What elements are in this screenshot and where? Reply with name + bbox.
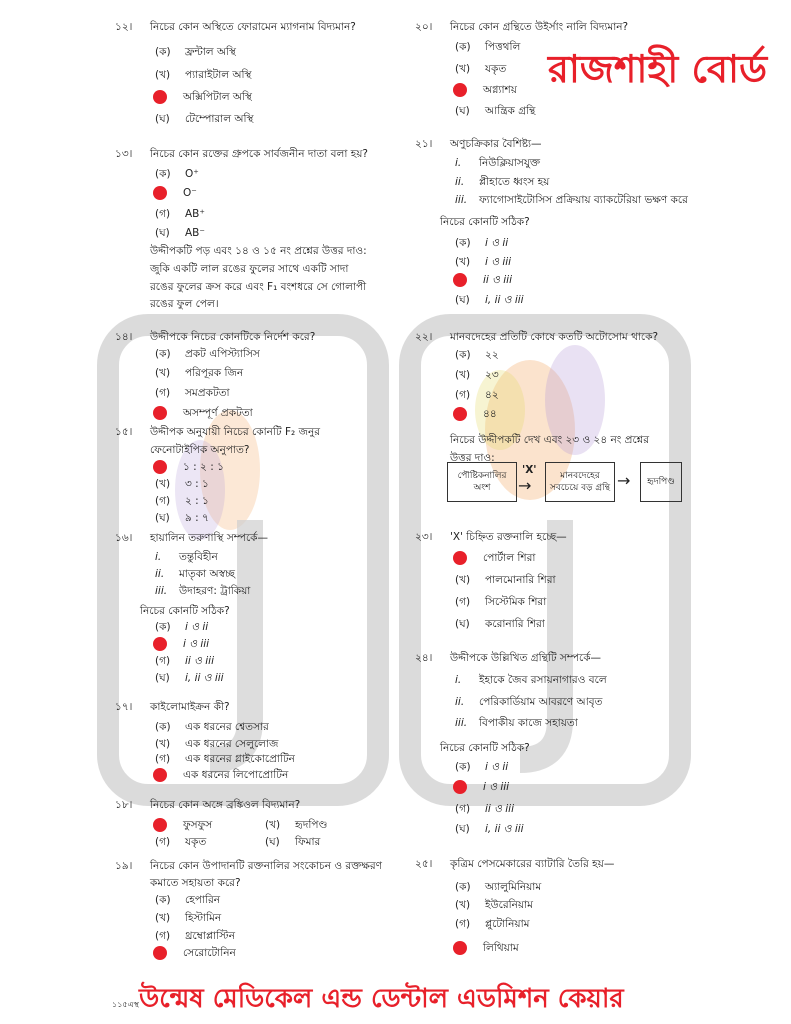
option-label: (খ) (155, 478, 171, 490)
option-text: লিথিয়াম (483, 942, 519, 954)
answer-option-correct[interactable] (155, 637, 209, 651)
answer-option[interactable] (155, 477, 209, 491)
option-label: (গ) (455, 389, 471, 401)
footer-title: উন্মেষ মেডিকেল এন্ড ডেন্টাল এডমিশন কেয়ার (138, 984, 624, 1014)
answer-option[interactable] (455, 293, 524, 307)
option-label: (ঘ) (265, 836, 280, 848)
arrow-icon: → (518, 476, 532, 495)
option-label: (ক) (155, 894, 171, 906)
question-prompt: নিচের কোনটি সঠিক? (440, 742, 530, 754)
question-number: ১৬। (115, 532, 133, 544)
answer-option[interactable] (455, 917, 530, 931)
answer-option[interactable] (155, 167, 199, 181)
statement (155, 567, 235, 581)
option-text: অ্যালুমিনিয়াম (485, 881, 542, 893)
statement-text: ফ্যাগোসাইটোসিস প্রক্রিয়ায় ব্যাকটেরিয়া ভক্ষণ করে (479, 194, 688, 206)
answer-option-correct[interactable] (155, 946, 236, 960)
option-label: (ক) (155, 168, 171, 180)
statement-numeral: i. (455, 674, 462, 686)
correct-answer-marker-icon (153, 406, 167, 420)
question-text: কমাতে সহায়তা করে? (150, 877, 241, 889)
question-text: নিচের কোন অঙ্গে ব্রঙ্কিওল বিদ্যমান? (150, 799, 301, 811)
question-text: নিচের কোন গ্রন্থিতে উইর্সাং নালি বিদ্যমান? (450, 21, 629, 33)
option-label: (ক) (455, 881, 471, 893)
question-number: ১৫। (115, 426, 133, 438)
answer-option[interactable] (455, 898, 533, 912)
option-label: (ক) (155, 721, 171, 733)
box-text: হৃদপিণ্ড (647, 477, 675, 487)
option-label: (খ) (265, 819, 281, 831)
statement-text: নিউক্লিয়াসযুক্ত (479, 157, 541, 169)
statement-numeral: i. (155, 551, 162, 563)
answer-option[interactable] (155, 494, 209, 508)
option-text: পরিপূরক জিন (185, 367, 244, 379)
statement-numeral: ii. (455, 176, 465, 188)
stimulus-text: উদ্দীপকটি পড় এবং ১৪ ও ১৫ নং প্রশ্নের উত্তর দাও: (150, 245, 367, 257)
option-text: পালমোনারি শিরা (485, 574, 556, 586)
answer-option[interactable] (455, 40, 520, 54)
option-text: ii ও iii (483, 274, 512, 286)
option-text: প্যারাইটাল অস্থি (185, 69, 252, 81)
correct-answer-marker-icon (153, 818, 167, 832)
correct-answer-marker-icon (153, 186, 167, 200)
option-text: ১ : ২ : ১ (183, 461, 224, 473)
statement-numeral: ii. (155, 568, 165, 580)
option-text: i, ii ও iii (185, 672, 224, 684)
stimulus-text: রঙের ফুল পেল। (150, 298, 219, 310)
question-text: কাইলোমাইক্রন কী? (150, 701, 230, 713)
statement-numeral: i. (455, 157, 462, 169)
option-text: সেরোটোনিন (183, 947, 236, 959)
option-text: হৃদপিণ্ড (295, 819, 328, 831)
question-number: ১২। (115, 21, 133, 33)
box-line: সবচেয়ে বড় গ্রন্থি (549, 483, 611, 493)
option-text: AB⁻ (185, 227, 205, 239)
answer-option[interactable] (155, 671, 224, 685)
answer-option-correct[interactable] (455, 83, 517, 97)
question-number: ১৩। (115, 148, 133, 160)
option-label: (খ) (455, 256, 471, 268)
statement-numeral: iii. (455, 717, 468, 729)
answer-option[interactable] (455, 880, 541, 894)
statement (155, 550, 218, 564)
option-label: (ঘ) (155, 672, 170, 684)
option-label: (গ) (155, 836, 171, 848)
correct-answer-marker-icon (153, 637, 167, 651)
option-text: ফুসফুস (183, 819, 213, 831)
option-text: প্রকট এপিস্ট্যাসিস (185, 348, 260, 360)
question-text: উদ্দীপকে উল্লিখিত গ্রন্থিটি সম্পর্কে— (450, 652, 602, 664)
answer-option-correct[interactable] (155, 186, 197, 200)
question-text: নিচের কোন উপাদানটি রক্তনালির সংকোচন ও রক্তক্ষরণ (150, 860, 383, 872)
option-text: ৪৪ (483, 408, 497, 420)
option-label: (ঘ) (155, 113, 170, 125)
option-text: যকৃত (485, 63, 507, 75)
answer-option[interactable] (155, 511, 209, 525)
statement-text: উদাহরণ: ট্রাকিয়া (179, 585, 251, 597)
statement (455, 175, 549, 189)
question-text: মানবদেহের প্রতিটি কোষে কতটি অটোসোম থাকে? (450, 331, 659, 343)
option-text: ৯ : ৭ (185, 512, 209, 524)
option-text: পিত্তথলি (485, 41, 521, 53)
answer-option-correct[interactable] (155, 90, 252, 104)
question-number: ১৯। (115, 860, 133, 872)
answer-option-correct[interactable] (455, 941, 519, 955)
option-label: (খ) (155, 912, 171, 924)
question-number: ২৩। (415, 531, 433, 543)
option-text: আন্ত্রিক গ্রন্থি (485, 105, 536, 117)
correct-answer-marker-icon (153, 946, 167, 960)
option-text: অক্সিপিটাল অস্থি (183, 91, 252, 103)
statement-numeral: ii. (455, 696, 465, 708)
statement (455, 695, 602, 709)
option-text: ii ও iii (185, 655, 214, 667)
answer-option[interactable] (455, 617, 545, 631)
statement-text: প্লীহাতে ধ্বংস হয় (479, 176, 550, 188)
answer-option[interactable] (265, 835, 320, 849)
correct-answer-marker-icon (153, 460, 167, 474)
board-title: রাজশাহী বোর্ড (548, 47, 768, 91)
option-label: (খ) (155, 367, 171, 379)
stimulus-text: উত্তর দাও: (450, 452, 495, 464)
answer-option[interactable] (455, 348, 499, 362)
stimulus-text: রঙের ফুলের ক্রস করে এবং F₁ বংশধরে সে গোলাপী (150, 281, 367, 293)
option-label: (গ) (155, 495, 171, 507)
option-text: ফিমার (295, 836, 321, 848)
box-line: অংশ (473, 483, 491, 493)
answer-option[interactable] (155, 112, 253, 126)
question-text: অণুচক্রিকার বৈশিষ্ট্য— (450, 138, 542, 150)
option-text: i ও ii (485, 237, 509, 249)
option-label: (খ) (155, 69, 171, 81)
option-label: (ক) (455, 237, 471, 249)
answer-option[interactable] (455, 595, 546, 609)
option-text: i ও iii (183, 638, 210, 650)
option-label: (ঘ) (455, 823, 470, 835)
option-text: ফ্রন্টাল অস্থি (185, 46, 236, 58)
statement (455, 193, 688, 207)
box-text (550, 470, 610, 494)
option-text: করোনারি শিরা (485, 618, 545, 630)
option-text: পোর্টাল শিরা (483, 552, 536, 564)
statement-text: মাতৃকা অস্বচ্ছ (179, 568, 235, 580)
question-text: ফেনোটাইপিক অনুপাত? (150, 444, 250, 456)
option-text: O⁺ (185, 168, 199, 180)
answer-option[interactable] (455, 822, 524, 836)
question-number: ১৭। (115, 701, 133, 713)
answer-option-correct[interactable] (155, 768, 288, 782)
option-text: i ও iii (485, 256, 512, 268)
option-text: এক ধরনের শ্বেতসার (185, 721, 269, 733)
option-text: ইউরেনিয়াম (485, 899, 533, 911)
option-label: (খ) (455, 574, 471, 586)
question-number: ২০। (415, 21, 433, 33)
option-label: (ঘ) (455, 618, 470, 630)
answer-option[interactable] (265, 818, 327, 832)
answer-option[interactable] (455, 368, 499, 382)
box-text (458, 470, 507, 494)
option-label: (ঘ) (455, 294, 470, 306)
answer-option[interactable] (455, 62, 506, 76)
answer-option-correct[interactable] (455, 407, 497, 421)
answer-option[interactable] (155, 620, 208, 634)
answer-option[interactable] (155, 737, 278, 751)
answer-option-correct[interactable] (455, 780, 509, 794)
answer-option[interactable] (155, 654, 214, 668)
arrow-label-x: 'X' (522, 464, 537, 476)
question-text: নিচের কোন রক্তের গ্রুপকে সার্বজনীন দাতা বলা হয়? (150, 148, 369, 160)
answer-option[interactable] (155, 347, 260, 361)
option-label: (গ) (455, 918, 471, 930)
option-label: (খ) (155, 738, 171, 750)
answer-option[interactable] (155, 366, 243, 380)
box-line: পৌষ্টিকনালির (457, 471, 507, 481)
question-text: হায়ালিন তরুণাস্থি সম্পর্কে— (150, 532, 269, 544)
option-label: (গ) (155, 208, 171, 220)
answer-option[interactable] (155, 835, 206, 849)
page-number: ১১৫এস্থ (112, 1000, 139, 1009)
question-text: নিচের কোন অস্থিতে ফোরামেন ম্যাগনাম বিদ্যমান? (150, 21, 356, 33)
answer-option-correct[interactable] (455, 273, 512, 287)
answer-option-correct[interactable] (155, 406, 253, 420)
answer-option[interactable] (155, 752, 295, 766)
answer-option[interactable] (155, 45, 236, 59)
option-label: (খ) (455, 899, 471, 911)
question-prompt: নিচের কোনটি সঠিক? (440, 216, 530, 228)
footer (112, 978, 624, 1022)
answer-option-correct[interactable] (455, 551, 535, 565)
stimulus-text: নিচের উদ্দীপকটি দেখ এবং ২৩ ও ২৪ নং প্রশ্নের (450, 434, 650, 446)
option-label: (ক) (455, 349, 471, 361)
option-text: অসম্পূর্ণ প্রকটতা (183, 407, 253, 419)
question-number: ২১। (415, 138, 433, 150)
correct-answer-marker-icon (453, 551, 467, 565)
correct-answer-marker-icon (453, 941, 467, 955)
statement-text: পেরিকার্ডিয়াম আবরণে আবৃত (479, 696, 603, 708)
option-text: O⁻ (183, 187, 197, 199)
statement (455, 716, 578, 730)
option-label: (ক) (155, 348, 171, 360)
question-text: 'X' চিহ্নিত রক্তনালি হচ্ছে— (450, 531, 567, 543)
option-text: i ও ii (185, 621, 209, 633)
answer-option[interactable] (455, 236, 508, 250)
stimulus-text: জুকি একটি লাল রঙের ফুলের সাথে একটি সাদা (150, 263, 349, 275)
option-label: (ক) (455, 761, 471, 773)
option-text: সিস্টেমিক শিরা (485, 596, 547, 608)
correct-answer-marker-icon (453, 83, 467, 97)
statement-numeral: iii. (155, 585, 168, 597)
correct-answer-marker-icon (453, 407, 467, 421)
answer-option[interactable] (455, 760, 508, 774)
option-label: (গ) (155, 930, 171, 942)
option-label: (গ) (155, 655, 171, 667)
statement-text: ইহাকে জৈব রসায়নাগারও বলে (479, 674, 607, 686)
answer-option[interactable] (155, 720, 269, 734)
option-label: (ক) (155, 621, 171, 633)
option-text: প্লুটোনিয়াম (485, 918, 530, 930)
option-text: অগ্ন্যাশয় (483, 84, 517, 96)
answer-option[interactable] (155, 386, 230, 400)
answer-option[interactable] (155, 207, 205, 221)
option-text: টেম্পোরাল অস্থি (185, 113, 254, 125)
question-text: কৃত্রিম পেসমেকারের ব্যাটারি তৈরি হয়— (450, 858, 615, 870)
option-text: সমপ্রকটতা (185, 387, 230, 399)
option-label: (গ) (455, 803, 471, 815)
question-text: উদ্দীপকে নিচের কোনটিকে নির্দেশ করে? (150, 331, 316, 343)
question-number: ২২। (415, 331, 433, 343)
option-text: i ও iii (483, 781, 510, 793)
diagram-box-heart (640, 462, 682, 502)
answer-option[interactable] (155, 911, 221, 925)
option-text: ৪২ (485, 389, 499, 401)
option-text: i ও ii (485, 761, 509, 773)
option-label: (ক) (155, 46, 171, 58)
option-label: (খ) (455, 369, 471, 381)
answer-option-correct[interactable] (155, 460, 224, 474)
statement-text: বিপাকীয় কাজে সহায়তা (479, 717, 578, 729)
box-line: মানবদেহের (560, 471, 600, 481)
answer-option[interactable] (455, 104, 535, 118)
statement-numeral: iii. (455, 194, 468, 206)
arrow-icon: → (617, 471, 631, 490)
answer-option[interactable] (455, 255, 511, 269)
option-text: এক ধরনের সেলুলোজ (185, 738, 279, 750)
option-text: ii ও iii (485, 803, 514, 815)
statement (455, 156, 540, 170)
option-label: (ঘ) (455, 105, 470, 117)
question-number: ২৪। (415, 652, 433, 664)
correct-answer-marker-icon (453, 780, 467, 794)
correct-answer-marker-icon (153, 90, 167, 104)
option-text: এক ধরনের গ্লাইকোপ্রোটিন (185, 753, 295, 765)
statement (455, 673, 607, 687)
option-label: (ঘ) (155, 512, 170, 524)
question-prompt: নিচের কোনটি সঠিক? (140, 605, 230, 617)
option-text: এক ধরনের লিপোপ্রোটিন (183, 769, 289, 781)
option-text: ২ : ১ (185, 495, 209, 507)
diagram-box-digestive-tract (447, 462, 517, 502)
answer-option[interactable] (155, 929, 235, 943)
answer-option[interactable] (155, 226, 205, 240)
option-label: (গ) (455, 596, 471, 608)
question-text: উদ্দীপক অনুযায়ী নিচের কোনটি F₂ জনুর (150, 426, 321, 438)
answer-option[interactable] (455, 573, 556, 587)
statement-text: তন্তুবিহীন (179, 551, 218, 563)
option-label: (গ) (155, 387, 171, 399)
correct-answer-marker-icon (453, 273, 467, 287)
option-text: হিস্টামিন (185, 912, 222, 924)
option-label: (ক) (455, 41, 471, 53)
option-text: যকৃত (185, 836, 207, 848)
option-text: থ্রম্বোপ্লাস্টিন (185, 930, 235, 942)
answer-option[interactable] (455, 388, 499, 402)
question-number: ১৮। (115, 799, 133, 811)
option-label: (গ) (155, 753, 171, 765)
correct-answer-marker-icon (153, 768, 167, 782)
option-text: ২৩ (485, 369, 499, 381)
diagram-box-liver (545, 462, 615, 502)
statement (155, 584, 250, 598)
answer-option[interactable] (455, 802, 514, 816)
option-label: (খ) (455, 63, 471, 75)
option-label: (ঘ) (155, 227, 170, 239)
option-text: AB⁺ (185, 208, 205, 220)
option-text: ২২ (485, 349, 499, 361)
option-text: i, ii ও iii (485, 294, 524, 306)
answer-option[interactable] (155, 893, 220, 907)
question-number: ২৫। (415, 858, 433, 870)
option-text: ৩ : ১ (185, 478, 209, 490)
question-number: ১৪। (115, 331, 133, 343)
answer-option[interactable] (155, 68, 251, 82)
answer-option-correct[interactable] (155, 818, 212, 832)
option-text: হেপারিন (185, 894, 220, 906)
option-text: i, ii ও iii (485, 823, 524, 835)
